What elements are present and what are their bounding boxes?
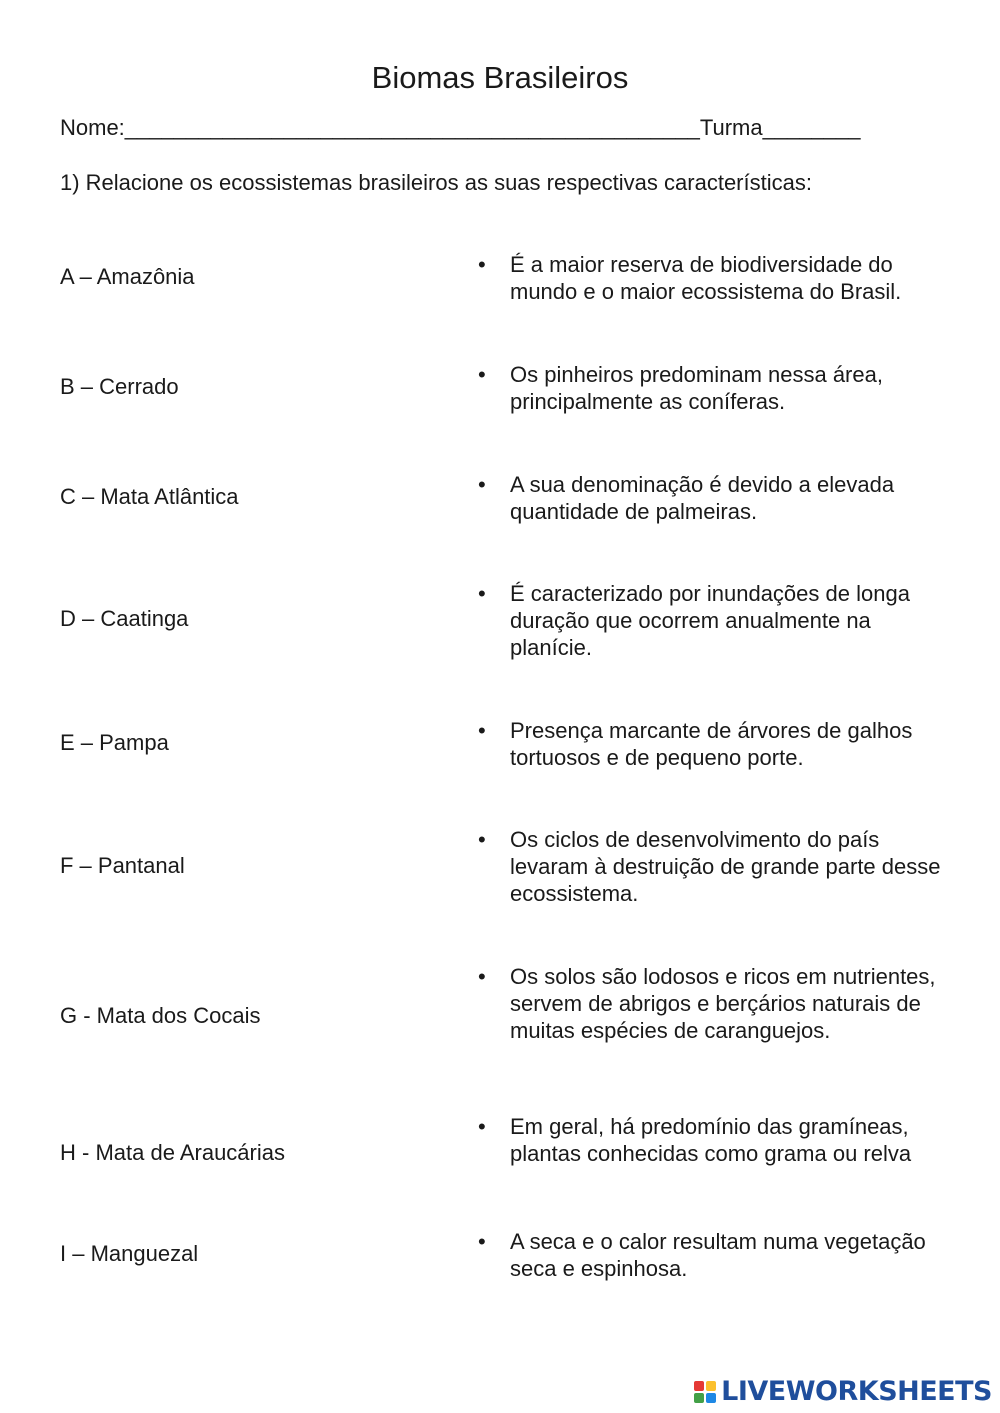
description-item: [478, 717, 948, 771]
description-item: [478, 1113, 948, 1167]
liveworksheets-logo: [694, 1375, 992, 1409]
biome-item: D – Caatinga: [60, 606, 189, 631]
bullet-icon: •: [478, 252, 486, 277]
bullet-icon: •: [478, 1114, 486, 1139]
description-text: A sua denominação é devido a elevada quantidade de palmeiras.: [510, 472, 895, 524]
description-text: Presença marcante de árvores de galhos tortuosos e de pequeno porte.: [510, 718, 913, 770]
logo-mark-icon: [694, 1381, 716, 1403]
description-item: [478, 580, 948, 661]
description-text: Os pinheiros predominam nessa área, principalmente as coníferas.: [510, 362, 883, 414]
description-text: Os ciclos de desenvolvimento do país levaram à destruição de grande parte desse ecossistema.: [510, 827, 941, 906]
description-text: Os solos são lodosos e ricos em nutrientes, servem de abrigos e berçários naturais de muitas espécies de caranguejos.: [510, 964, 936, 1043]
description-item: [478, 251, 948, 305]
bullet-icon: •: [478, 362, 486, 387]
logo-mark-square: [706, 1393, 716, 1403]
description-item: [478, 826, 948, 907]
biome-item: G - Mata dos Cocais: [60, 1003, 261, 1028]
bullet-icon: •: [478, 718, 486, 743]
name-class-line: [60, 112, 940, 144]
description-item: [478, 1228, 948, 1282]
page-title: Biomas Brasileiros: [371, 60, 629, 95]
logo-mark-square: [694, 1393, 704, 1403]
description-item: [478, 471, 948, 525]
biome-item: I – Manguezal: [60, 1241, 199, 1266]
biome-item: F – Pantanal: [60, 853, 185, 878]
description-text: A seca e o calor resultam numa vegetação seca e espinhosa.: [510, 1229, 926, 1281]
description-text: É caracterizado por inundações de longa duração que ocorrem anualmente na planície.: [510, 581, 910, 660]
description-item: [478, 361, 948, 415]
bullet-icon: •: [478, 1229, 486, 1254]
bullet-icon: •: [478, 581, 486, 606]
turma-label: Turma: [699, 115, 763, 140]
logo-text: LIVEWORKSHEETS: [721, 1376, 992, 1407]
bullet-icon: •: [478, 964, 486, 989]
turma-blank: ________: [762, 115, 861, 140]
description-text: Em geral, há predomínio das gramíneas, plantas conhecidas como grama ou relva: [510, 1114, 912, 1166]
logo-mark-square: [694, 1381, 704, 1391]
biome-item: E – Pampa: [60, 730, 169, 755]
biome-item: H - Mata de Araucárias: [60, 1140, 285, 1165]
bullet-icon: •: [478, 827, 486, 852]
nome-blank: _______________________________________________: [124, 115, 700, 140]
logo-mark-square: [706, 1381, 716, 1391]
nome-label: Nome:: [60, 115, 125, 140]
biome-item: A – Amazônia: [60, 264, 195, 289]
biome-item: C – Mata Atlântica: [60, 484, 239, 509]
biome-item: B – Cerrado: [60, 374, 179, 399]
bullet-icon: •: [478, 472, 486, 497]
question-text: 1) Relacione os ecossistemas brasileiros as suas respectivas características:: [60, 170, 812, 195]
description-item: [478, 963, 948, 1044]
description-text: É a maior reserva de biodiversidade do mundo e o maior ecossistema do Brasil.: [510, 252, 902, 304]
